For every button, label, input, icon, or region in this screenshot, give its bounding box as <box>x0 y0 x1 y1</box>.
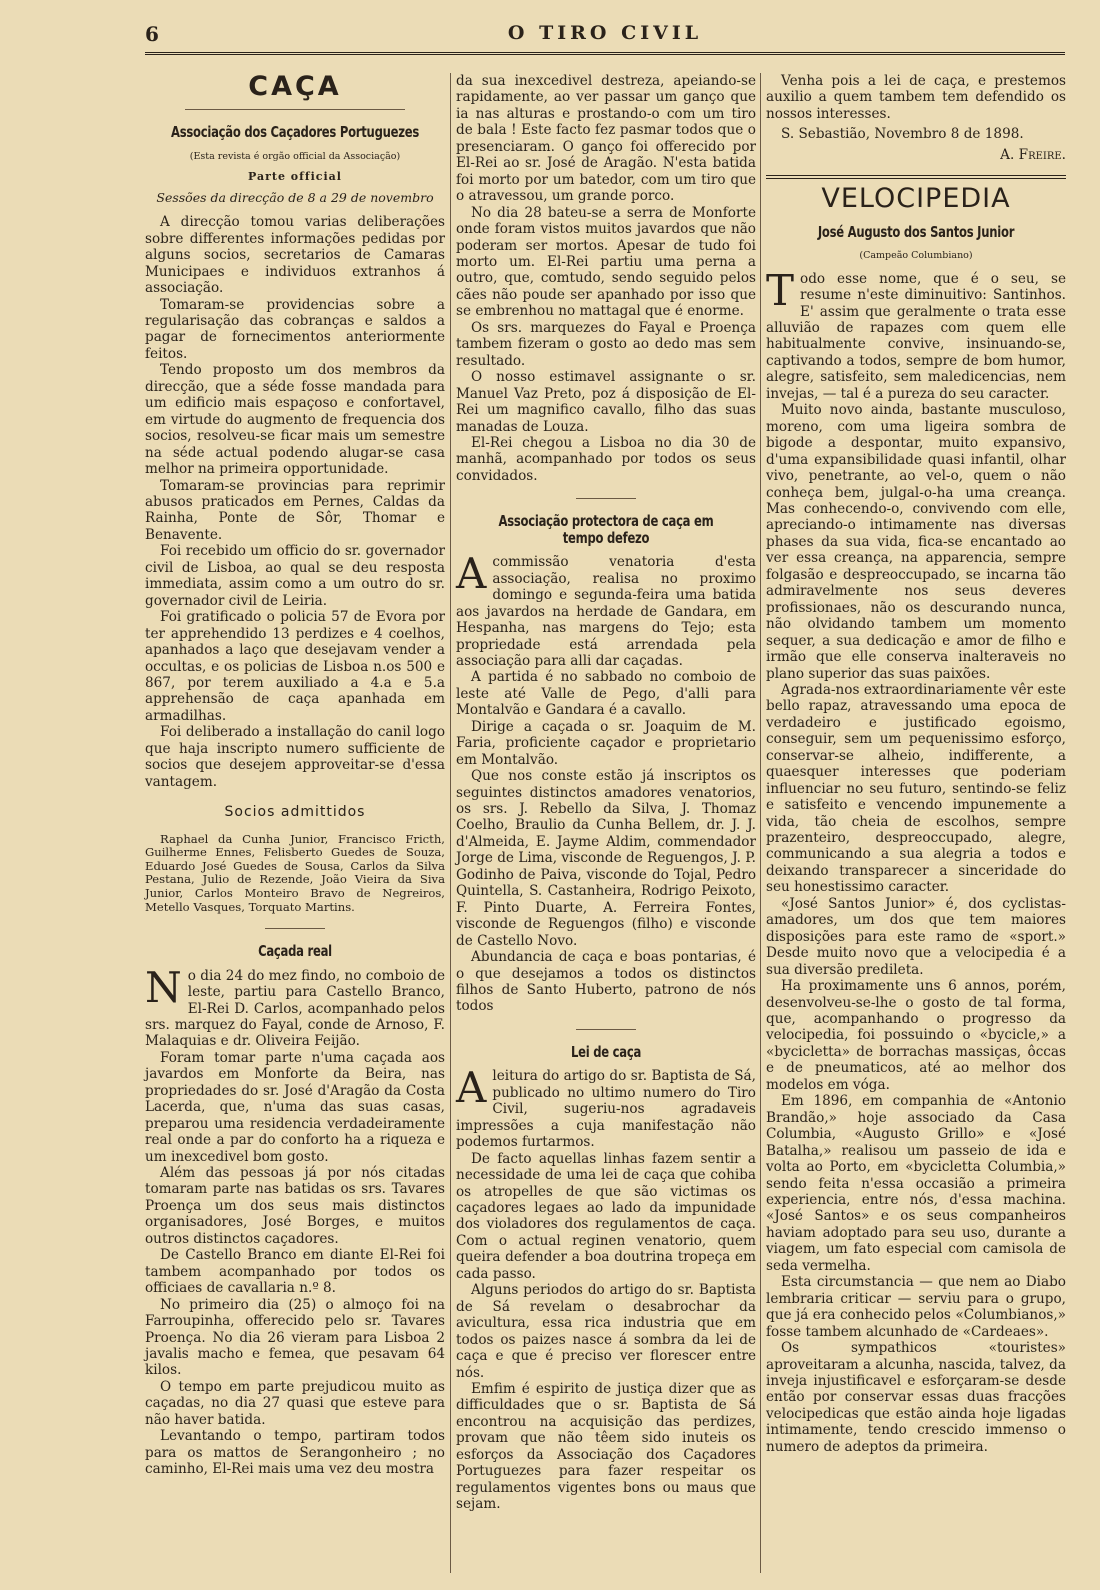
paragraph: Foi deliberado a installação do canil logo que haja inscripto numero sufficiente de socios que desejem approveitar-se d'essa vantagem. <box>145 724 445 790</box>
paragraph: Tomaram-se providencias sobre a regularisação das cobranças e saldos a pagar de fornecimentos anteriormente feitos. <box>145 296 445 362</box>
newspaper-title: O TIRO CIVIL <box>507 22 703 44</box>
drop-cap: N <box>145 962 182 1012</box>
paragraph: No dia 28 bateu-se a serra de Monforte onde foram vistos muitos javardos que não poderam ser mortos. Apesar de tudo foi morto um. El-Rei partiu uma perna a outro, que, comtudo, sendo seguido pelos cães não poude ser apanhado por isso que se embrenhou no mattagal que é enorme. <box>456 204 756 320</box>
socios-list: Raphael da Cunha Junior, Francisco Fricth, Guilherme Ennes, Felisberto Guedes de Souza, Eduardo José Guedes de Sousa, Carlos da Silva Pestana, Julio de Rezende, João Vieira da Siva Junior, Carlos Monteiro Bravo de Negreiros, Metello Vasques, Torquato Martins. <box>145 831 445 914</box>
paragraph: Abundancia de caça e boas pontarias, é o que desejamos a todos os distinctos filhos de Santo Huberto, patrono de nós todos <box>456 949 756 1015</box>
column-3 <box>766 73 1066 1455</box>
paragraph: Alguns periodos do artigo do sr. Baptista de Sá revelam o desabrochar da avicultura, essa rica industria que em todos os paizes nasce á sombra da lei de caça e que é preciso ver florescer entre nós. <box>456 1282 756 1381</box>
assoc-heading: Associação dos Caçadores Portuguezes <box>170 123 420 142</box>
paragraph-text: o dia 24 do mez findo, no comboio de leste, partiu para Castello Branco, El-Rei D. Carlos, acompanhado pelos srs. marquez do Fayal, conde de Arnoso, F. Malaquias e dr. Oliveira Feijão. <box>145 967 445 1050</box>
paragraph: Ha proximamente uns 6 annos, porém, desenvolveu-se-lhe o gosto de tal forma, que, acompanhando o progresso da velocipedia, foi possuindo o «bycicle,» a «bycicletta» de borrachas massiças, ôccas e de pneumaticos, até ao melhor dos modelos em vóga. <box>766 978 1066 1093</box>
paragraph: El-Rei chegou a Lisboa no dia 30 de manhã, acompanhado por todos os seus convidados. <box>456 434 756 484</box>
paragraph: Muito novo ainda, bastante musculoso, moreno, com uma ligeira sombra de bigode a despontar, muito expansivo, d'uma expansibilidade quasi infantil, olhar vivo, penetrante, ao vel-o, quem o não conheça bem, julgal-o-ha uma creança. Mas conhecendo-o, convivendo com elle, apreciando-o intimamente nas diversas phases da sua vida, fica-se encantado ao ver essa creança, na apparencia, sempre folgasão e despreoccupado, se incarna tão admiravelmente nos seus deveres profissionaes, não os descurando nunca, não olvidando tambem um momento sequer, a sua dedicação e amor de filho e irmão que elle conserva inalteraveis no plano superior das suas paixões. <box>766 402 1066 682</box>
section-title-caca: CAÇA <box>248 71 342 102</box>
drop-cap: A <box>456 1063 487 1113</box>
paragraph: da sua inexcedivel destreza, apeiando-se rapidamente, ao ver passar um ganço que ia nas alturas e prostando-o com um tiro de bala ! Este facto fez pasmar todos que o presenciaram. O ganço foi offerecido por El-Rei ao sr. José de Aragão. N'esta batida foi morto por um batedor, com um tiro que o atravessou, um grande porco. <box>456 73 756 205</box>
signature <box>766 147 1066 163</box>
section-title-velocipedia: VELOCIPEDIA <box>821 183 1011 215</box>
page-header <box>145 22 1065 46</box>
paragraph: Além das pessoas já por nós citadas tomaram parte nas batidas os srs. Tavares Proença um dos seus mais distinctos organisadores, José Borges, e muitos outros distinctos caçadores. <box>145 1165 445 1247</box>
lei-first-paragraph <box>456 1063 756 1151</box>
paragraph: Os srs. marquezes do Fayal e Proença tambem fizeram o gosto ao dedo mas sem resultado. <box>456 319 756 369</box>
paragraph: Dirige a caçada o sr. Joaquim de M. Faria, proficiente caçador e proprietario em Montalvão. <box>456 718 756 768</box>
velocipedia-first-paragraph <box>766 265 1066 403</box>
divider <box>185 109 405 110</box>
paragraph: Emfim é espirito de justiça dizer que as difficuldades que o sr. Baptista de Sá encontrou na acquisição das perdizes, provam que não têem sido inuteis os esforços da Associação dos Caçadores Portuguezes para fazer respeitar os regulamentos vigentes bons ou maus que sejam. <box>456 1380 756 1513</box>
paragraph: Foram tomar parte n'uma caçada aos javardos em Monforte da Beira, nas propriedades do sr. José d'Aragão da Costa Lacerda, que, n'uma das suas casas, preparou uma residencia verdadeiramente real onde a par do conforto ha a riqueza e um inexcedivel bom gosto. <box>145 1049 445 1165</box>
paragraph: Foi recebido um officio do sr. governador civil de Lisboa, ao qual se deu resposta immediata, assim como a um outro do sr. governador civil de Leiria. <box>145 543 445 609</box>
paragraph: O nosso estimavel assignante o sr. Manuel Vaz Preto, poz á disposição de El-Rei um magnifico cavallo, filho das suas manadas de Louza. <box>456 369 756 435</box>
column-1 <box>145 73 445 1478</box>
paragraph: Venha pois a lei de caça, e prestemos auxilio a quem tambem tem defendido os nossos interesses. <box>766 73 1066 122</box>
paragraph: Tomaram-se provincias para reprimir abusos praticados em Pernes, Caldas da Rainha, Ponte de Sôr, Thomar e Benavente. <box>145 477 445 543</box>
dateline: S. Sebastião, Novembro 8 de 1898. <box>781 126 1024 143</box>
paragraph: Os sympathicos «touristes» aproveitaram a alcunha, nascida, talvez, da inveja injustificavel e esforçaram-se desde então por conservar essas duas fracções velocipedicas que estão ainda hoje ligadas intimamente, tendo crescido immenso o numero de adeptos da primeira. <box>766 1340 1066 1455</box>
paragraph-text: leitura do artigo do sr. Baptista de Sá, publicado no ultimo numero do Tiro Civil, sugeriu-nos agradaveis impressões a cuja manifestação não podemos furtarmos. <box>456 1068 756 1151</box>
protectora-first-paragraph <box>456 549 756 669</box>
paragraph-text: odo esse nome, que é o seu, se resume n'este diminuitivo: Santinhos. E' assim que geralmente o trata esse alluvião de rapazes com quem elle habitualmente convive, insinuando-se, captivando a todos, sempre de bom humor, alegre, satisfeito, sem maledicencias, nem invejas, — tal é a pureza do seu caracter. <box>766 270 1066 402</box>
section-rule <box>766 175 1066 179</box>
header-rule <box>145 52 1065 55</box>
paragraph: «José Santos Junior» é, dos cyclistas-amadores, um dos que tem maiores disposições para este ramo de «sport.» Desde muito novo que a velocipedia é a sua diversão predileta. <box>766 895 1066 978</box>
paragraph: De facto aquellas linhas fazem sentir a necessidade de uma lei de caça que cohiba os atropelles de que são victimas os caçadores legaes ao lado da impunidade dos violadores dos regulamentos de caça. Com o actual reginen venatorio, quem queira defender a boa doutrina tropeça em cada passo. <box>456 1150 756 1282</box>
parte-official: Parte official <box>248 170 342 184</box>
socios-heading: Socios admittidos <box>224 804 366 821</box>
divider <box>265 928 325 929</box>
paragraph: No primeiro dia (25) o almoço foi na Farroupinha, offerecido pelo sr. Tavares Proença. No dia 26 vieram para Lisboa 2 javalis macho e femea, que pesavam 64 kilos. <box>145 1296 445 1379</box>
cacada-heading: Caçada real <box>258 942 332 961</box>
person-note: (Campeão Columbiano) <box>859 250 973 262</box>
paragraph: De Castello Branco em diante El-Rei foi tambem acompanhado por todos os officiaes de cavallaria n.º 8. <box>145 1247 445 1297</box>
page-number: 6 <box>145 22 159 46</box>
drop-cap: A <box>456 549 487 599</box>
paragraph: Tendo proposto um dos membros da direcção, que a séde fosse mandada para um edificio mais espaçoso e confortavel, em virtude do augmento de frequencia dos socios, resolveu-se ficar mais um semestre na séde actual podendo alugar-se casa melhor na primeira opportunidade. <box>145 362 445 478</box>
paragraph: Esta circumstancia — que nem ao Diabo lembraria criticar — serviu para o grupo, que já era conhecido pelos «Columbianos,» fosse tambem alcunhado de «Cardeaes». <box>766 1274 1066 1340</box>
paragraph: A partida é no sabbado no comboio de leste até Valle de Pego, d'alli para Montalvão e Gandara é a cavallo. <box>456 669 756 719</box>
cacada-first-paragraph <box>145 962 445 1050</box>
paragraph: Levantando o tempo, partiram todos para os mattos de Serangonheiro ; no caminho, El-Rei mais uma vez deu mostra <box>145 1428 445 1478</box>
column-divider <box>450 73 451 1573</box>
assoc-note: (Esta revista é orgão official da Associação) <box>189 150 401 162</box>
column-divider <box>760 73 761 1573</box>
divider <box>576 498 636 499</box>
paragraph-text: commissão venatoria d'esta associação, realisa no proximo domingo e segunda-feira uma batida aos javardos na herdade de Gandara, em Hespanha, nas margens do Tejo; esta propriedade está arrendada pela associação para alli dar caçadas. <box>456 554 756 669</box>
person-heading: José Augusto dos Santos Junior <box>817 222 1015 241</box>
divider <box>576 1029 636 1030</box>
paragraph: Foi gratificado o policia 57 de Evora por ter apprehendido 13 perdizes e 4 coelhos, apanhados a laço que desejavam vender a occultas, e os policias de Lisboa n.os 500 e 867, por terem auxiliado a 4.a e 5.a apprehensão de caça apanhada em armadilhas. <box>145 609 445 724</box>
paragraph: Em 1896, em companhia de «Antonio Brandão,» hoje associado da Casa Columbia, «Augusto Grillo» e «José Batalha,» realisou um passeio de ida e volta ao Porto, em «bycicletta Columbia,» sendo feita n'essa occasião a primeira experiencia, entre nós, d'essa machina. «José Santos» e os seus companheiros haviam adoptado para seu uso, durante a viagem, um fato especial com camisola de seda vermelha. <box>766 1093 1066 1274</box>
protectora-heading: Associação protectora de caça em tempo defezo <box>498 512 714 547</box>
sessoes-line: Sessões da direcção de 8 a 29 de novembro <box>156 189 434 205</box>
paragraph: O tempo em parte prejudicou muito as caçadas, no dia 27 quasi que esteve para não haver batida. <box>145 1378 445 1428</box>
signature-text: A. Freire. <box>1000 146 1066 163</box>
drop-cap: T <box>766 265 795 315</box>
paragraph: Agrada-nos extraordinariamente vêr este bello rapaz, atravessando uma epoca de verdadeiro e justificado egoismo, conseguir, sem um pequenissimo esforço, conservar-se alheio, indifferente, a quaesquer interesses que poderiam influenciar no seu futuro, sentindo-se feliz e satisfeito e vencendo impunemente a vida, tão cheia de escolhos, sempre prazenteiro, despreoccupado, alegre, communicando a sua alegria a todos e deixando transparecer a sinceridade do seu honestissimo caracter. <box>766 681 1066 896</box>
paragraph: A direcção tomou varias deliberações sobre differentes informações pedidas por alguns socios, secretarios de Camaras Municipaes e individuos extranhos á associação. <box>145 214 445 297</box>
paragraph: Que nos conste estão já inscriptos os seguintes distinctos amadores venatorios, os srs. J. Rebello da Silva, J. Thomaz Coelho, Braulio da Cunha Bellem, dr. J. J. d'Almeida, E. Jayme Aldim, commendador Jorge de Lima, visconde de Reguengos, J. P. Godinho de Paiva, visconde do Tojal, Pedro Quintella, S. Castanheira, Rodrigo Peixoto, F. Pinto Duarte, A. Ferreira Fontes, visconde de Reguengos (filho) e visconde de Castello Novo. <box>456 768 756 949</box>
lei-heading: Lei de caça <box>570 1042 642 1061</box>
column-2 <box>456 73 756 1513</box>
